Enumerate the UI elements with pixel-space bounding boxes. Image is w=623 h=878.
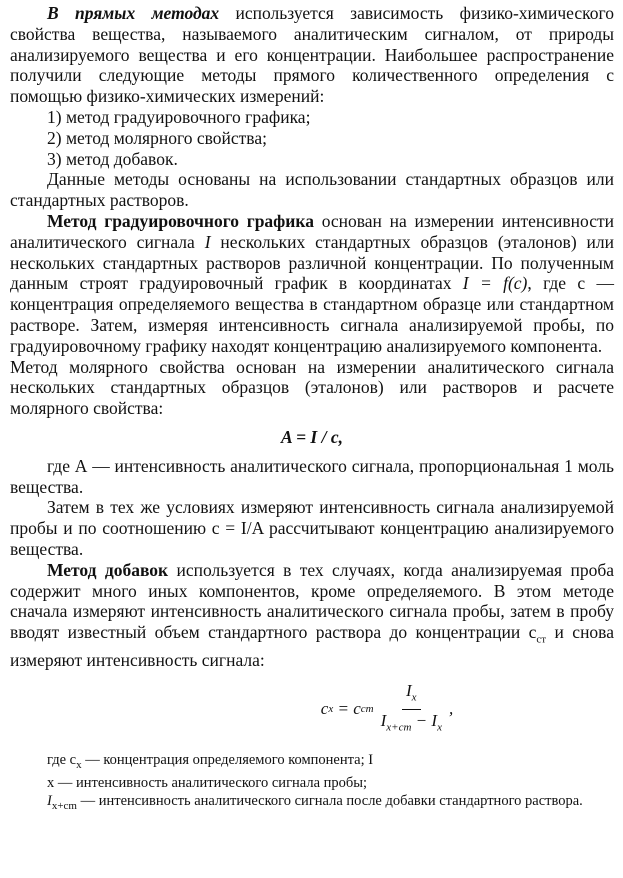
eq-subscript: x — [411, 691, 417, 704]
subscript: ст — [536, 633, 547, 646]
list-item: 2) метод молярного свойства; — [47, 127, 267, 148]
eq-punct: , — [448, 698, 454, 718]
eq-symbol: I — [431, 710, 438, 730]
equation-molar-property: A = I / c, — [281, 426, 343, 447]
paragraph-text: нескольких стандартных образцов (эталонов) или нескольких стандартных растворов различной концентрации. По полученным данным строят градуировочный график в координатах — [10, 231, 614, 294]
formula-inline: I = f(c) — [462, 273, 528, 294]
eq-operator: = — [333, 698, 354, 718]
eq-subscript: x+cm — [386, 720, 412, 733]
eq-symbol: c — [320, 698, 329, 718]
term-direct-methods: В прямых методах — [47, 3, 220, 23]
symbol-i: I — [204, 231, 211, 252]
note-ix-cm — [10, 792, 614, 815]
note-where-cx — [10, 751, 614, 774]
paragraph-where-a: где А — интенсивность аналитического сигнала, пропорциональная 1 моль вещества. — [10, 455, 614, 497]
paragraph-calibration-method — [10, 211, 614, 357]
paragraph-text: используется в тех случаях, когда анализируемая проба содержит много иных компонентов, кроме определяемого. В этом методе сначала измеряют интенсивность аналитического сигнала пробы, затем в пробу вводят известный объем стандартного раствора до концентрации с — [10, 559, 614, 643]
paragraph-text: основан на измерении интенсивности аналитического сигнала — [10, 210, 614, 252]
term-calibration-method: Метод градуировочного графика — [47, 210, 314, 231]
eq-operator: − — [411, 710, 432, 730]
paragraph-direct-methods — [10, 3, 614, 107]
paragraph-text: и снова измеряют интенсивность сигнала: — [10, 622, 614, 671]
eq-fraction — [377, 681, 446, 737]
eq-symbol: I — [380, 710, 387, 730]
symbol-i: I — [47, 792, 52, 809]
note-ix: х — интенсивность аналитического сигнала пробы; — [47, 774, 368, 791]
eq-symbol: c — [353, 698, 361, 718]
note-text: — интенсивность аналитического сигнала после добавки стандартного раствора. — [77, 792, 583, 809]
subscript: x+cm — [51, 799, 77, 812]
paragraph-addition-method — [10, 560, 614, 671]
eq-subscript: x — [328, 702, 334, 715]
term-addition-method: Метод добавок — [47, 559, 169, 580]
equation-addition — [160, 681, 614, 737]
list-item: 3) метод добавок. — [47, 148, 178, 169]
paragraph-molar-method: Метод молярного свойства основан на измерении аналитического сигнала нескольких стандартных образцов (эталонов) или растворов и расчете молярного свойства: — [10, 356, 614, 419]
subscript: х — [76, 758, 82, 771]
note-text: — концентрация определяемого компонента; I — [81, 751, 374, 768]
eq-subscript: cm — [360, 702, 374, 715]
paragraph-text: , где с — концентрация определяемого вещества в стандартном образце или стандартном растворе. Затем, измеряя интенсивность сигнала анализируемой пробы, по градуировочному графику находят концентрацию анализируемого компонента. — [10, 273, 615, 356]
eq-subscript: x — [437, 720, 442, 733]
eq-denominator — [377, 710, 446, 737]
list-item: 1) метод градуировочного графика; — [47, 106, 311, 127]
paragraph-standards: Данные методы основаны на использовании стандартных образцов или стандартных растворов. — [10, 169, 614, 211]
eq-numerator — [402, 681, 421, 709]
note-text: где с — [47, 751, 77, 768]
paragraph-text: используется зависимость физико-химического свойства вещества, называемого аналитическим сигналом, от природы анализируемого вещества и его концентрации. Наибольшее распространение получили следующие методы прямого количественного определения с помощью физико-химических измерений: — [10, 3, 614, 107]
document-page — [10, 3, 614, 815]
paragraph-then: Затем в тех же условиях измеряют интенсивность сигнала анализируемой пробы и по соотношению с = I/A рассчитывают концентрацию анализируемого вещества. — [10, 497, 614, 559]
eq-symbol: I — [405, 681, 412, 701]
